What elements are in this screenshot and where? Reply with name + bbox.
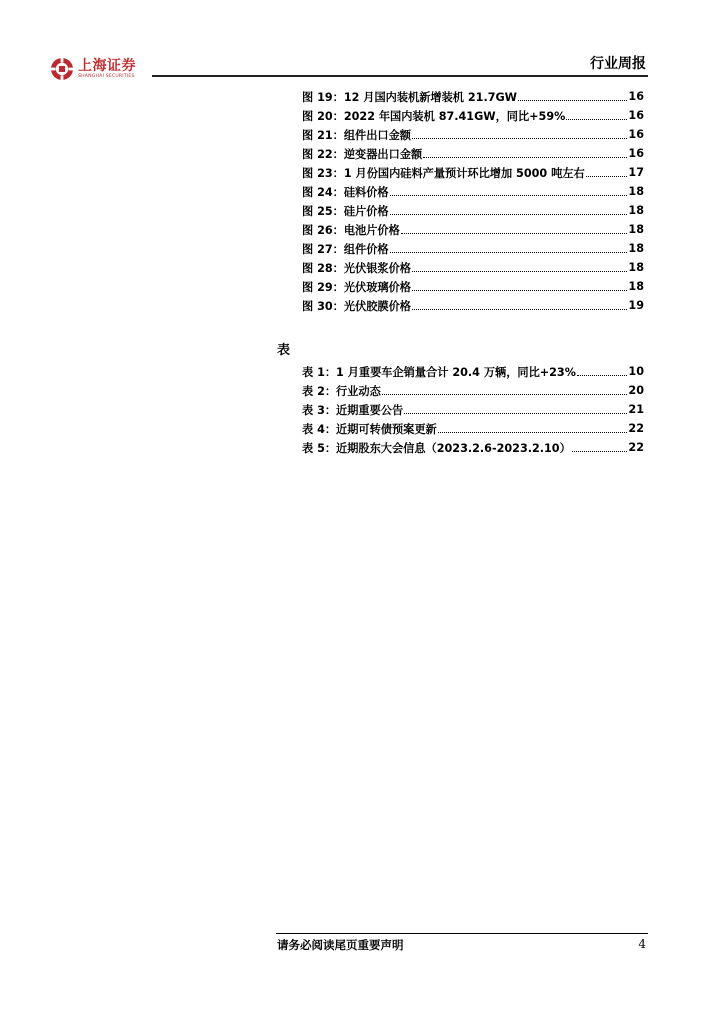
figure-entry-label: 图 22：逆变器出口金额 xyxy=(302,147,423,161)
figure-entry[interactable] xyxy=(302,296,644,315)
table-entry-page: 20 xyxy=(628,384,644,397)
dot-leader xyxy=(412,271,627,272)
figure-entry-page: 16 xyxy=(628,147,644,160)
header-divider xyxy=(152,75,648,77)
table-entry-page: 10 xyxy=(628,365,644,378)
figure-entry-page: 18 xyxy=(628,185,644,198)
figure-entry-label: 图 26：电池片价格 xyxy=(302,223,400,237)
figure-entry-label: 图 23：1 月份国内硅料产量预计环比增加 5000 吨左右 xyxy=(302,166,585,180)
dot-leader xyxy=(412,290,627,291)
figure-entry[interactable] xyxy=(302,163,644,182)
table-entry-page: 22 xyxy=(628,422,644,435)
table-entry[interactable] xyxy=(302,381,644,400)
figure-entry[interactable] xyxy=(302,220,644,239)
table-entry[interactable] xyxy=(302,438,644,457)
dot-leader xyxy=(586,176,628,177)
table-index-list xyxy=(302,362,644,457)
table-entry-page: 21 xyxy=(628,403,644,416)
figure-entry[interactable] xyxy=(302,106,644,125)
report-type-title: 行业周报 xyxy=(590,56,646,72)
logo-name-en: SHANGHAI SECURITIES xyxy=(78,73,135,79)
figure-entry[interactable] xyxy=(302,182,644,201)
table-entry-label: 表 5：近期股东大会信息（2023.2.6-2023.2.10） xyxy=(302,441,571,455)
figure-entry-page: 18 xyxy=(628,242,644,255)
table-entry[interactable] xyxy=(302,419,644,438)
figure-entry-page: 18 xyxy=(628,223,644,236)
dot-leader xyxy=(382,394,628,395)
figure-entry-label: 图 25：硅片价格 xyxy=(302,204,389,218)
figure-index-list xyxy=(302,87,644,315)
table-entry-label: 表 3：近期重要公告 xyxy=(302,403,404,417)
figure-entry-label: 图 27：组件价格 xyxy=(302,242,389,256)
dot-leader xyxy=(412,309,627,310)
figure-entry-page: 16 xyxy=(628,128,644,141)
figure-entry-page: 16 xyxy=(628,109,644,122)
logo-name-cn: 上海证券 xyxy=(78,57,136,74)
dot-leader xyxy=(577,375,628,376)
figure-entry[interactable] xyxy=(302,201,644,220)
figure-entry-page: 19 xyxy=(628,299,644,312)
figure-entry[interactable] xyxy=(302,144,644,163)
figure-entry-label: 图 30：光伏胶膜价格 xyxy=(302,299,411,313)
dot-leader xyxy=(390,195,628,196)
figure-entry-page: 18 xyxy=(628,261,644,274)
table-entry[interactable] xyxy=(302,400,644,419)
figure-entry-label: 图 20：2022 年国内装机 87.41GW，同比+59% xyxy=(302,109,566,123)
figure-entry-label: 图 28：光伏银浆价格 xyxy=(302,261,411,275)
table-entry-label: 表 2：行业动态 xyxy=(302,384,381,398)
figure-entry-label: 图 19：12 月国内装机新增装机 21.7GW xyxy=(302,90,518,104)
page-number: 4 xyxy=(638,937,646,951)
figure-entry[interactable] xyxy=(302,258,644,277)
dot-leader xyxy=(404,413,627,414)
figure-entry[interactable] xyxy=(302,277,644,296)
figure-entry[interactable] xyxy=(302,125,644,144)
dot-leader xyxy=(566,119,627,120)
table-entry-label: 表 4：近期可转债预案更新 xyxy=(302,422,437,436)
dot-leader xyxy=(438,432,628,433)
footer-disclaimer: 请务必阅读尾页重要声明 xyxy=(277,938,404,952)
figure-entry-label: 图 21：组件出口金额 xyxy=(302,128,411,142)
table-entry-page: 22 xyxy=(628,441,644,454)
dot-leader xyxy=(412,138,627,139)
dot-leader xyxy=(518,100,627,101)
dot-leader xyxy=(572,451,628,452)
figure-entry-page: 18 xyxy=(628,280,644,293)
table-entry-label: 表 1：1 月重要车企销量合计 20.4 万辆，同比+23% xyxy=(302,365,576,379)
figure-entry-label: 图 29：光伏玻璃价格 xyxy=(302,280,411,294)
dot-leader xyxy=(423,157,627,158)
company-logo xyxy=(50,56,136,82)
logo-emblem-icon xyxy=(50,57,74,81)
figure-entry[interactable] xyxy=(302,87,644,106)
figure-entry-page: 17 xyxy=(628,166,644,179)
dot-leader xyxy=(401,233,628,234)
dot-leader xyxy=(390,252,628,253)
dot-leader xyxy=(390,214,628,215)
figure-entry-label: 图 24：硅料价格 xyxy=(302,185,389,199)
table-entry[interactable] xyxy=(302,362,644,381)
figure-entry-page: 18 xyxy=(628,204,644,217)
figure-entry[interactable] xyxy=(302,239,644,258)
figure-entry-page: 16 xyxy=(628,90,644,103)
footer-divider xyxy=(276,933,648,934)
tables-section-heading: 表 xyxy=(277,343,291,358)
